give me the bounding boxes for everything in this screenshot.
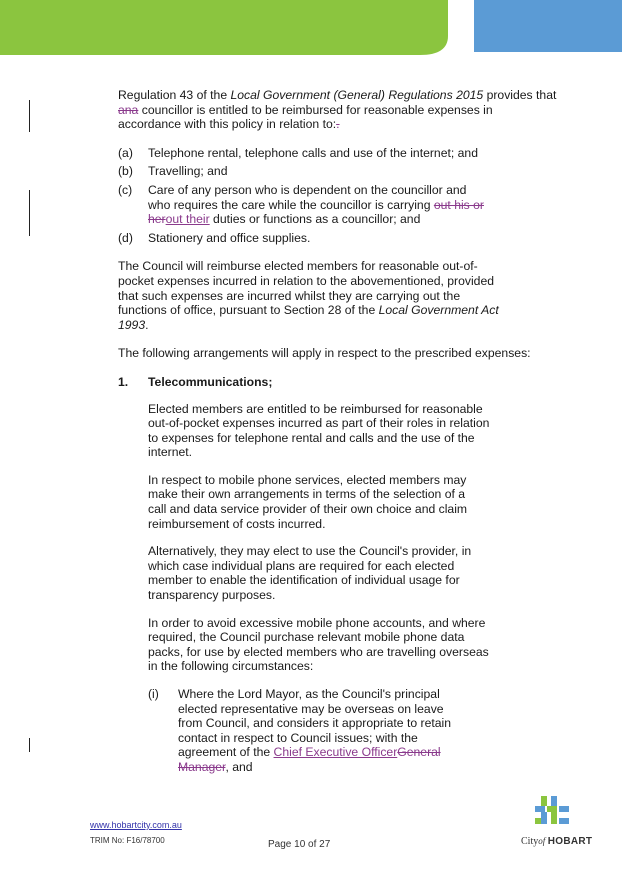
logo-wordmark: Cityof HOBART bbox=[521, 836, 593, 847]
arrangements-paragraph: The following arrangements will apply in respect to the prescribed expenses: bbox=[118, 346, 531, 361]
intro-paragraph: Regulation 43 of the Local Government (General) Regulations 2015 provides that ana councillor is entitled to be reimbursed for reasonable expenses in accordance with this policy in relation to:. bbox=[118, 88, 557, 132]
change-bar bbox=[29, 190, 30, 236]
inserted-text: out their bbox=[165, 212, 210, 227]
header-banner bbox=[0, 0, 622, 62]
document-body bbox=[118, 88, 558, 775]
blue-band bbox=[474, 0, 622, 52]
website-link[interactable]: www.hobartcity.com.au bbox=[90, 820, 182, 830]
deleted-text: General Manager bbox=[178, 745, 441, 774]
trim-number: TRIM No: F16/78700 bbox=[90, 836, 165, 845]
list-item: (a) Telephone rental, telephone calls and use of the internet; and bbox=[118, 145, 478, 160]
change-bar bbox=[29, 100, 30, 132]
section-paragraph: Alternatively, they may elect to use the Council's provider, in which case individual plans are required for each elected member to enable the identification of individual usage for transparency purposes. bbox=[148, 544, 472, 603]
section-paragraph: Elected members are entitled to be reimbursed for reasonable out-of-pocket expenses incurred as part of their roles in relation to expenses for telephone rental and calls and the use of the internet. bbox=[148, 401, 490, 460]
deleted-text: out his or her bbox=[148, 197, 484, 227]
section-heading: 1. Telecommunications; bbox=[118, 374, 273, 389]
deleted-text: . bbox=[336, 117, 340, 132]
list-item: (b) Travelling; and bbox=[118, 164, 228, 179]
section-body bbox=[148, 402, 496, 675]
section-paragraph: In respect to mobile phone services, elected members may make their own arrangements in terms of the selection of a call and data service provider of their own choice and claim reimbursement of costs incurred. bbox=[148, 472, 468, 531]
page-number: Page 10 of 27 bbox=[268, 839, 331, 850]
expense-list bbox=[118, 146, 558, 246]
deleted-text: ana bbox=[118, 102, 139, 117]
reimburse-paragraph: The Council will reimburse elected members for reasonable out-of-pocket expenses incurred in relation to the abovementioned, provided that such expenses are incurred whilst they are carrying out the functions of office, pursuant to Section 28 of the Local Government Act 1993. bbox=[118, 259, 499, 332]
change-bar bbox=[29, 738, 30, 752]
list-item: (c) Care of any person who is dependent on the councillor and who requires the care while the councillor is carrying out his or herout their duties or functions as a councillor; and bbox=[118, 182, 484, 227]
green-band bbox=[0, 0, 448, 55]
section-paragraph: In order to avoid excessive mobile phone accounts, and where required, the Council purchase relevant mobile phone data packs, for use by elected members who are travelling overseas in the following circumstances: bbox=[148, 615, 489, 674]
sub-list-item: (i) Where the Lord Mayor, as the Council's principal elected representative may be overseas on leave from Council, and considers it appropriate to retain contact in respect to Council issues; with the agreement of the Chief Executive OfficerGeneral Manager, and bbox=[148, 687, 452, 774]
list-item: (d) Stationery and office supplies. bbox=[118, 230, 311, 245]
inserted-text: Chief Executive Officer bbox=[273, 745, 398, 760]
